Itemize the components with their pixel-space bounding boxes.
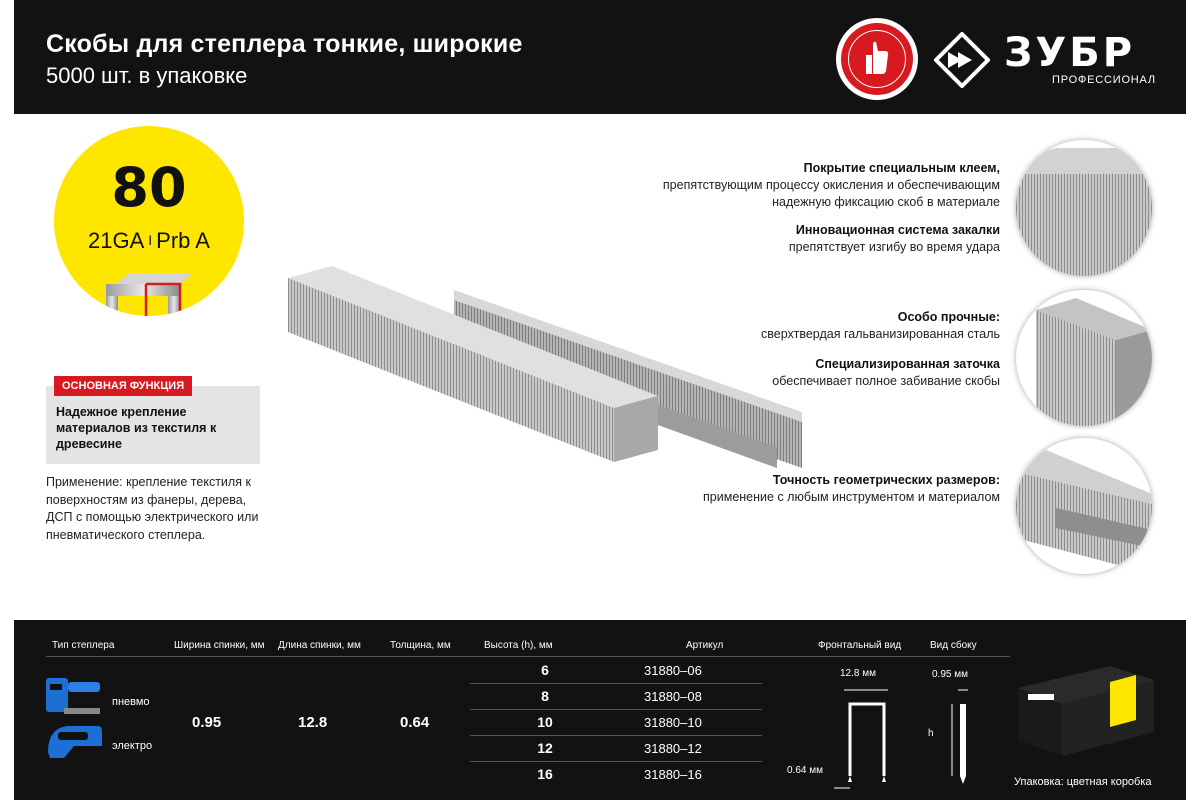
feature-text: препятствующим процессу окисления и обеспечивающим надежную фиксацию скоб в материале — [662, 178, 1000, 209]
brand-emblem-icon — [934, 32, 990, 88]
zoom-detail-coating — [1016, 140, 1152, 276]
page-title: Скобы для степлера тонкие, широкие — [46, 30, 523, 58]
feature-title: Особо прочные: — [897, 310, 1000, 324]
crown-length-value: 12.8 — [298, 714, 328, 731]
side-width-dimension: 0.95 мм — [932, 669, 968, 680]
pneumatic-stapler-icon — [44, 676, 104, 716]
spec-table — [14, 620, 1186, 800]
thickness-value: 0.64 — [400, 714, 430, 731]
thumbs-up-icon — [865, 41, 889, 75]
tool-electric-label: электро — [112, 740, 153, 752]
front-width-dimension: 12.8 мм — [840, 668, 876, 679]
article-value: 31880–10 — [644, 715, 702, 730]
electric-stapler-icon — [44, 722, 104, 762]
feature-adhesive — [640, 160, 1000, 211]
table-row — [470, 658, 762, 684]
header-bar — [14, 0, 1186, 114]
feature-title: Покрытие специальным клеем, — [803, 161, 1000, 175]
article-value: 31880–16 — [644, 767, 702, 782]
zoom-detail-strength — [1016, 290, 1152, 426]
front-thickness-dimension: 0.64 мм — [787, 765, 823, 776]
feature-text: применение с любым инструментом и материалом — [703, 490, 1000, 504]
article-value: 31880–08 — [644, 689, 702, 704]
brand-subtitle: ПРОФЕССИОНАЛ — [1052, 74, 1156, 86]
brand-logo — [934, 30, 1164, 90]
feature-text: препятствует изгибу во время удара — [788, 240, 1000, 254]
feature-hardening — [700, 222, 1000, 256]
height-value: 10 — [537, 714, 553, 730]
table-row — [470, 710, 762, 736]
staple-spec — [54, 228, 244, 254]
feature-strength — [700, 309, 1000, 343]
feature-text: обеспечивает полное забивание скобы — [772, 374, 1000, 388]
crown-width-value: 0.95 — [192, 714, 222, 731]
brand-name: ЗУБР — [1004, 30, 1136, 76]
header-front-view: Фронтальный вид — [818, 640, 902, 651]
height-value: 16 — [537, 766, 553, 782]
header-crown-width: Ширина спинки, мм — [174, 640, 265, 651]
staple-type-number: 80 — [111, 156, 187, 219]
staple-type-badge — [54, 126, 244, 316]
header-stapler-type: Тип степлера — [52, 640, 115, 651]
header-thickness: Толщина, мм — [390, 640, 451, 651]
header-side-view: Вид сбоку — [930, 640, 977, 651]
table-row — [470, 684, 762, 710]
spec-separator: I — [148, 232, 153, 248]
header-height: Высота (h), мм — [484, 640, 553, 651]
staple-illustration-icon — [102, 266, 196, 316]
main-function-tag: ОСНОВНАЯ ФУНКЦИЯ — [54, 376, 192, 396]
staple-profile-label: Prb A — [156, 228, 210, 253]
table-row — [470, 762, 762, 788]
header-divider — [46, 656, 1010, 657]
article-value: 31880–06 — [644, 663, 702, 678]
feature-title: Инновационная система закалки — [795, 223, 1000, 237]
side-height-dimension: h — [928, 728, 934, 739]
feature-text: сверхтвердая гальванизированная сталь — [761, 327, 1000, 341]
best-of-best-seal — [836, 18, 918, 100]
tool-pneumatic-label: пневмо — [112, 696, 150, 708]
application-text: Применение: крепление текстиля к поверхностям из фанеры, дерева, ДСП с помощью электрического или пневматического степлера. — [46, 475, 259, 542]
feature-sharpening — [700, 356, 1000, 390]
main-function-text: Надежное крепление материалов из текстиля к древесине — [56, 405, 217, 451]
package-caption: Упаковка: цветная коробка — [1014, 776, 1152, 788]
header-crown-length: Длина спинки, мм — [278, 640, 361, 651]
header-article: Артикул — [686, 640, 724, 651]
height-value: 8 — [541, 688, 549, 704]
height-value: 6 — [541, 662, 549, 678]
table-row — [470, 736, 762, 762]
zoom-detail-geometry — [1016, 438, 1152, 574]
height-value: 12 — [537, 740, 553, 756]
feature-title: Специализированная заточка — [815, 357, 1000, 371]
feature-precision — [700, 472, 1000, 506]
package-box-image — [1014, 660, 1158, 760]
feature-title: Точность геометрических размеров: — [772, 473, 1000, 487]
article-value: 31880–12 — [644, 741, 702, 756]
page-subtitle: 5000 шт. в упаковке — [46, 63, 248, 88]
gauge-label: 21GA — [88, 228, 145, 253]
